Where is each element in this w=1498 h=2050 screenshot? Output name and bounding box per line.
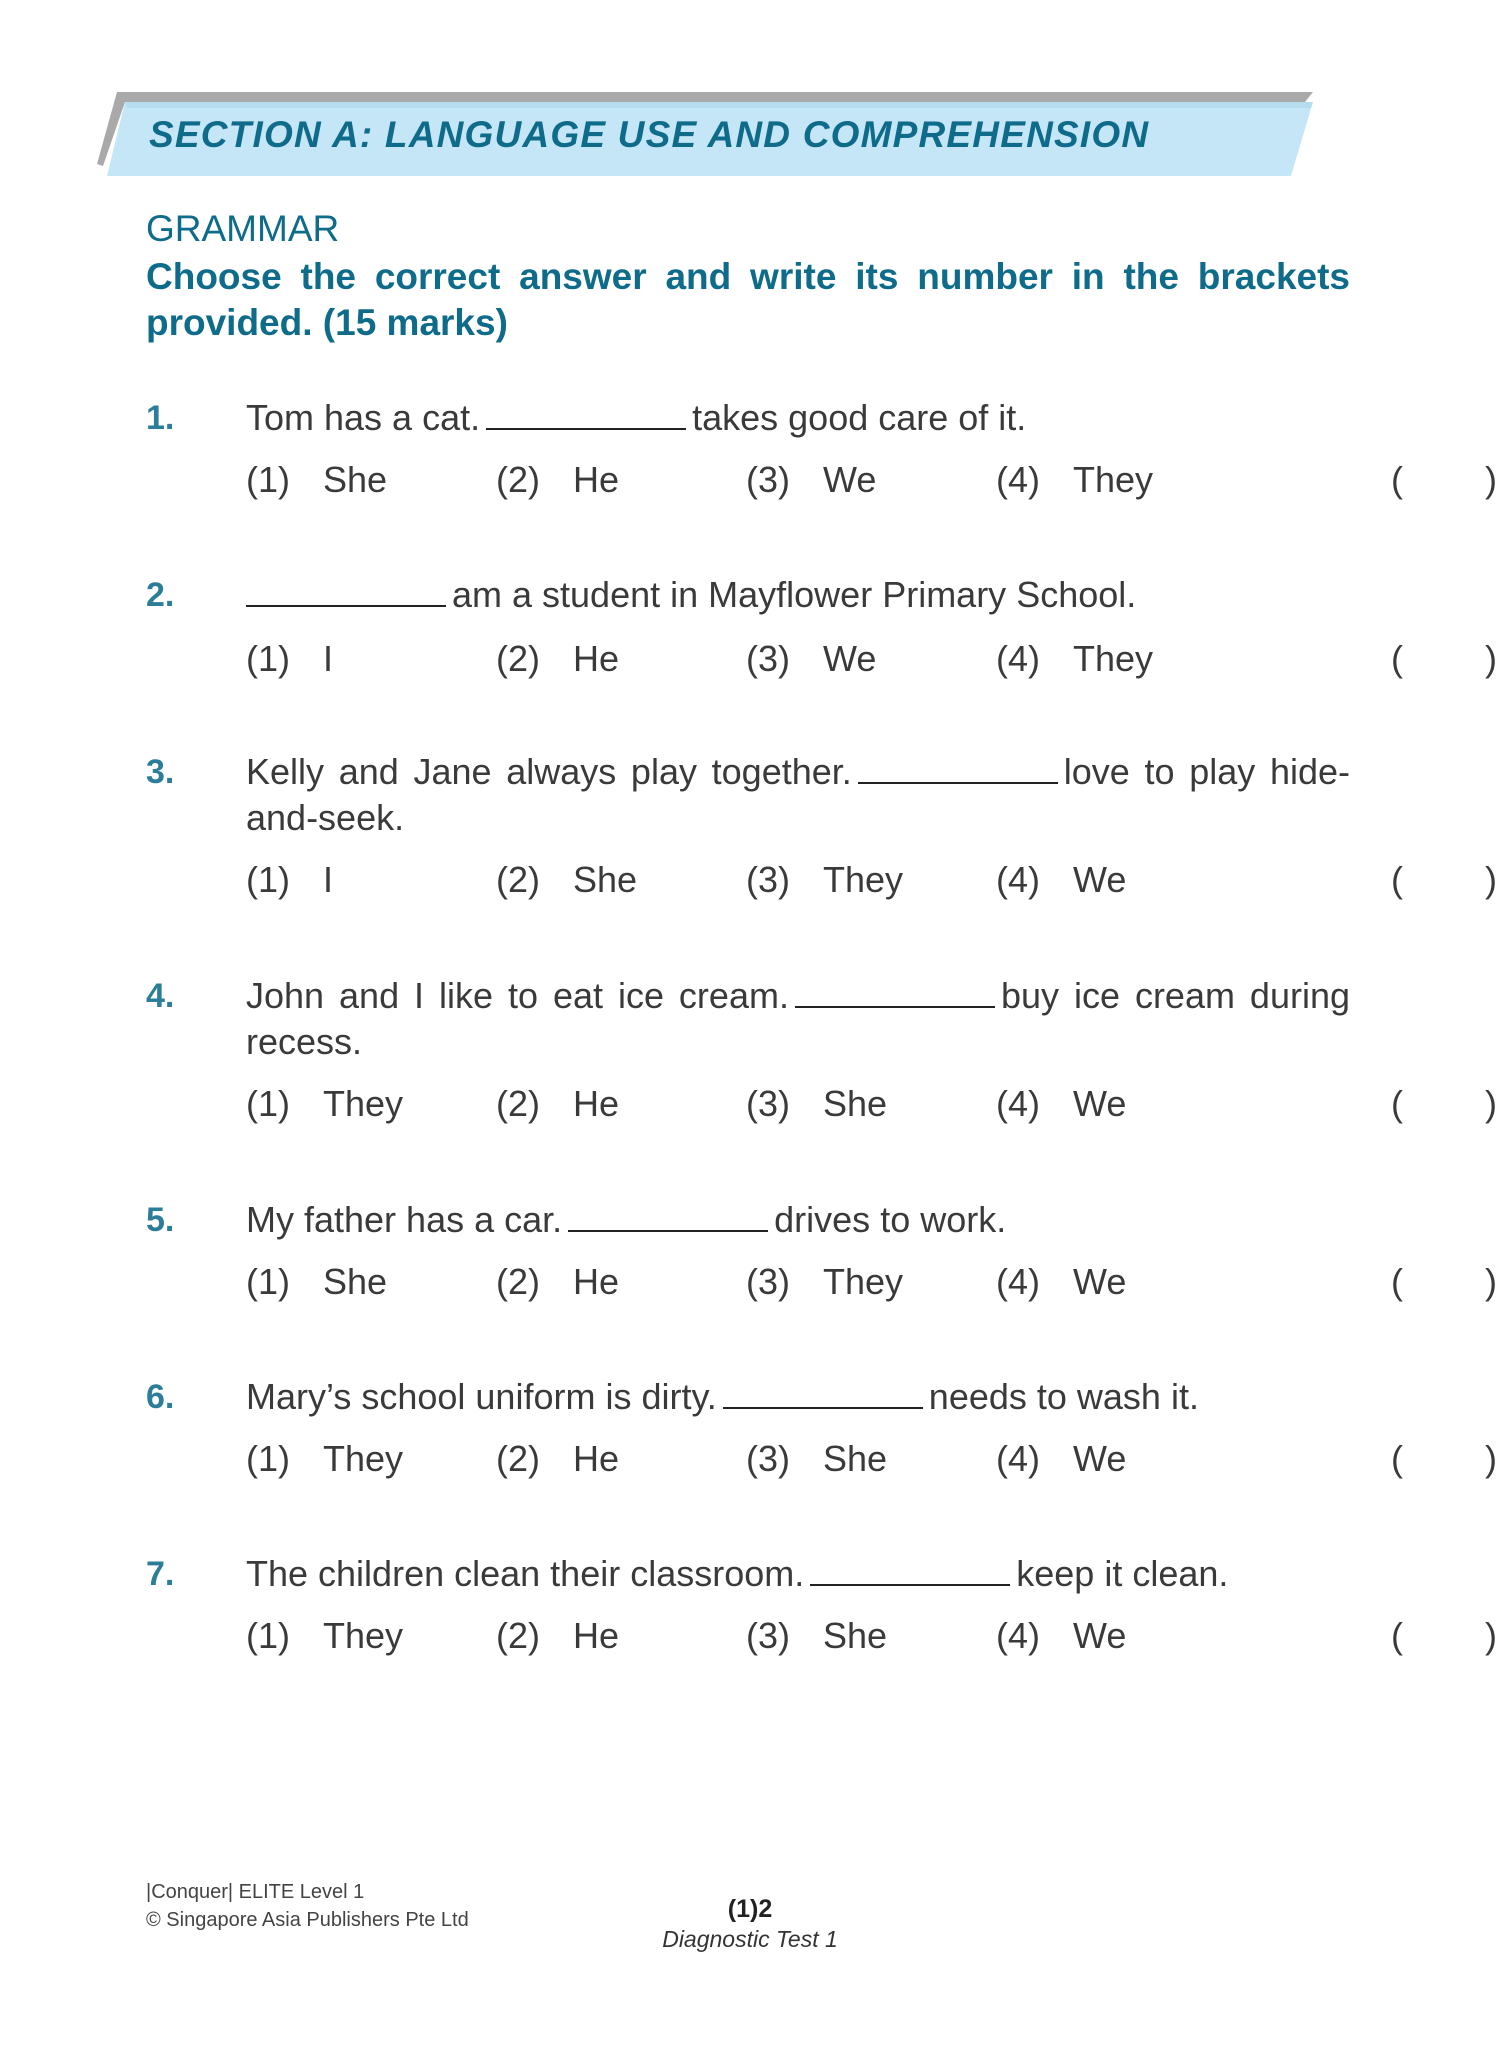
option-number: (3) xyxy=(746,1083,790,1124)
option-number: (1) xyxy=(246,1261,290,1302)
bracket-open: ( xyxy=(1391,1615,1403,1656)
options-row xyxy=(246,1081,1497,1127)
option-number: (2) xyxy=(496,459,540,500)
option-3 xyxy=(746,857,903,903)
stem-after: drives to work. xyxy=(774,1199,1007,1240)
option-3 xyxy=(746,1436,887,1482)
answer-blank xyxy=(486,398,686,430)
question-stem xyxy=(246,1374,1350,1420)
footer-copyright: © Singapore Asia Publishers Pte Ltd xyxy=(146,1909,469,1931)
option-number: (2) xyxy=(496,859,540,900)
option-number: (2) xyxy=(496,638,540,679)
bracket-open: ( xyxy=(1391,1083,1403,1124)
option-4 xyxy=(996,1259,1126,1305)
page-number: (1)2 xyxy=(727,1895,773,1923)
bracket-open: ( xyxy=(1391,1261,1403,1302)
stem-before: Tom has a cat. xyxy=(246,397,481,438)
answer-blank xyxy=(723,1377,923,1409)
option-number: (2) xyxy=(496,1438,540,1479)
option-3 xyxy=(746,1259,903,1305)
grammar-heading: GRAMMAR xyxy=(146,208,340,249)
bracket-open: ( xyxy=(1391,1438,1403,1479)
stem-after: keep it clean. xyxy=(1016,1553,1229,1594)
option-number: (3) xyxy=(746,638,790,679)
section-banner xyxy=(95,92,1317,176)
footer-series: |Conquer| ELITE Level 1 xyxy=(146,1881,365,1903)
option-1 xyxy=(246,457,387,503)
option-text: They xyxy=(823,859,904,900)
option-number: (2) xyxy=(496,1261,540,1302)
answer-blank xyxy=(795,976,995,1008)
option-number: (1) xyxy=(246,638,290,679)
question-number: 6. xyxy=(146,1378,175,1416)
option-text: She xyxy=(323,1261,388,1302)
option-text: They xyxy=(323,1615,404,1656)
option-number: (4) xyxy=(996,1261,1040,1302)
question-number: 2. xyxy=(146,576,175,614)
question-stem xyxy=(246,749,1350,841)
option-text: We xyxy=(1073,859,1127,900)
option-number: (1) xyxy=(246,859,290,900)
options-row xyxy=(246,857,1497,903)
option-1 xyxy=(246,636,333,682)
option-text: They xyxy=(323,1438,404,1479)
footer-publisher xyxy=(146,1878,469,1934)
option-1 xyxy=(246,857,333,903)
option-4 xyxy=(996,1613,1126,1659)
option-2 xyxy=(496,636,619,682)
option-text: They xyxy=(323,1083,404,1124)
option-text: They xyxy=(1073,459,1154,500)
question-number: 5. xyxy=(146,1201,175,1239)
options-row xyxy=(246,1613,1497,1659)
stem-after: love to play hide-and-seek. xyxy=(246,751,1350,838)
option-2 xyxy=(496,1436,619,1482)
question-stem xyxy=(246,973,1350,1065)
bracket-close: ) xyxy=(1485,1261,1497,1302)
option-text: He xyxy=(573,1438,620,1479)
instruction-text: Choose the correct answer and write its number in the brackets provided. (15 marks) xyxy=(146,256,1350,343)
option-text: I xyxy=(323,638,334,679)
options-row xyxy=(246,636,1497,682)
option-number: (3) xyxy=(746,1438,790,1479)
option-number: (1) xyxy=(246,1438,290,1479)
option-number: (3) xyxy=(746,859,790,900)
option-text: She xyxy=(823,1438,888,1479)
option-number: (2) xyxy=(496,1615,540,1656)
option-number: (4) xyxy=(996,1615,1040,1656)
option-3 xyxy=(746,636,876,682)
option-text: We xyxy=(1073,1615,1127,1656)
option-text: We xyxy=(1073,1261,1127,1302)
answer-blank xyxy=(858,752,1058,784)
option-text: We xyxy=(1073,1438,1127,1479)
option-text: He xyxy=(573,1261,620,1302)
stem-after: needs to wash it. xyxy=(928,1376,1199,1417)
option-text: He xyxy=(573,1083,620,1124)
bracket-close: ) xyxy=(1485,859,1497,900)
stem-before: Mary’s school uniform is dirty. xyxy=(246,1376,717,1417)
stem-before: My father has a car. xyxy=(246,1199,563,1240)
question-number: 3. xyxy=(146,753,175,791)
option-4 xyxy=(996,857,1126,903)
option-text: They xyxy=(823,1261,904,1302)
option-2 xyxy=(496,1259,619,1305)
option-3 xyxy=(746,457,876,503)
question-number: 7. xyxy=(146,1555,175,1593)
bracket-open: ( xyxy=(1391,638,1403,679)
option-text: We xyxy=(823,459,877,500)
option-1 xyxy=(246,1613,403,1659)
bracket-close: ) xyxy=(1485,1615,1497,1656)
bracket-close: ) xyxy=(1485,1083,1497,1124)
option-number: (3) xyxy=(746,1615,790,1656)
option-text: She xyxy=(573,859,638,900)
option-number: (4) xyxy=(996,459,1040,500)
option-text: She xyxy=(823,1615,888,1656)
answer-blank xyxy=(810,1554,1010,1586)
bracket-open: ( xyxy=(1391,859,1403,900)
option-number: (4) xyxy=(996,638,1040,679)
option-2 xyxy=(496,457,619,503)
option-number: (3) xyxy=(746,1261,790,1302)
option-1 xyxy=(246,1436,403,1482)
options-row xyxy=(246,457,1497,503)
stem-after: am a student in Mayflower Primary School. xyxy=(452,574,1137,615)
answer-blank xyxy=(246,575,446,607)
option-number: (4) xyxy=(996,859,1040,900)
option-number: (4) xyxy=(996,1438,1040,1479)
answer-blank xyxy=(568,1200,768,1232)
option-2 xyxy=(496,1613,619,1659)
bracket-close: ) xyxy=(1485,1438,1497,1479)
option-text: He xyxy=(573,638,620,679)
option-number: (4) xyxy=(996,1083,1040,1124)
stem-before: Kelly and Jane always play together. xyxy=(246,751,852,792)
option-4 xyxy=(996,1436,1126,1482)
bracket-open: ( xyxy=(1391,459,1403,500)
option-1 xyxy=(246,1081,403,1127)
question-number: 1. xyxy=(146,399,175,437)
option-number: (1) xyxy=(246,1615,290,1656)
question-number: 4. xyxy=(146,977,175,1015)
option-4 xyxy=(996,636,1153,682)
option-text: He xyxy=(573,459,620,500)
option-2 xyxy=(496,1081,619,1127)
footer-page-info xyxy=(620,1894,880,1954)
question-stem xyxy=(246,572,1350,618)
option-number: (2) xyxy=(496,1083,540,1124)
option-text: We xyxy=(1073,1083,1127,1124)
question-stem xyxy=(246,1551,1350,1597)
bracket-close: ) xyxy=(1485,638,1497,679)
options-row xyxy=(246,1259,1497,1305)
option-number: (1) xyxy=(246,1083,290,1124)
stem-after: takes good care of it. xyxy=(692,397,1027,438)
option-text: We xyxy=(823,638,877,679)
option-4 xyxy=(996,457,1153,503)
option-number: (1) xyxy=(246,459,290,500)
section-title: SECTION A: LANGUAGE USE AND COMPREHENSION xyxy=(149,114,1150,155)
option-4 xyxy=(996,1081,1126,1127)
option-number: (3) xyxy=(746,459,790,500)
option-text: I xyxy=(323,859,334,900)
bracket-close: ) xyxy=(1485,459,1497,500)
option-text: He xyxy=(573,1615,620,1656)
question-stem xyxy=(246,1197,1350,1243)
option-text: She xyxy=(323,459,388,500)
option-text: She xyxy=(823,1083,888,1124)
test-name: Diagnostic Test 1 xyxy=(662,1926,838,1952)
question-stem xyxy=(246,395,1350,441)
stem-after: buy ice cream during recess. xyxy=(246,975,1350,1062)
option-text: They xyxy=(1073,638,1154,679)
option-3 xyxy=(746,1081,887,1127)
option-1 xyxy=(246,1259,387,1305)
option-2 xyxy=(496,857,637,903)
option-3 xyxy=(746,1613,887,1659)
stem-before: John and I like to eat ice cream. xyxy=(246,975,789,1016)
stem-before: The children clean their classroom. xyxy=(246,1553,805,1594)
options-row xyxy=(246,1436,1497,1482)
